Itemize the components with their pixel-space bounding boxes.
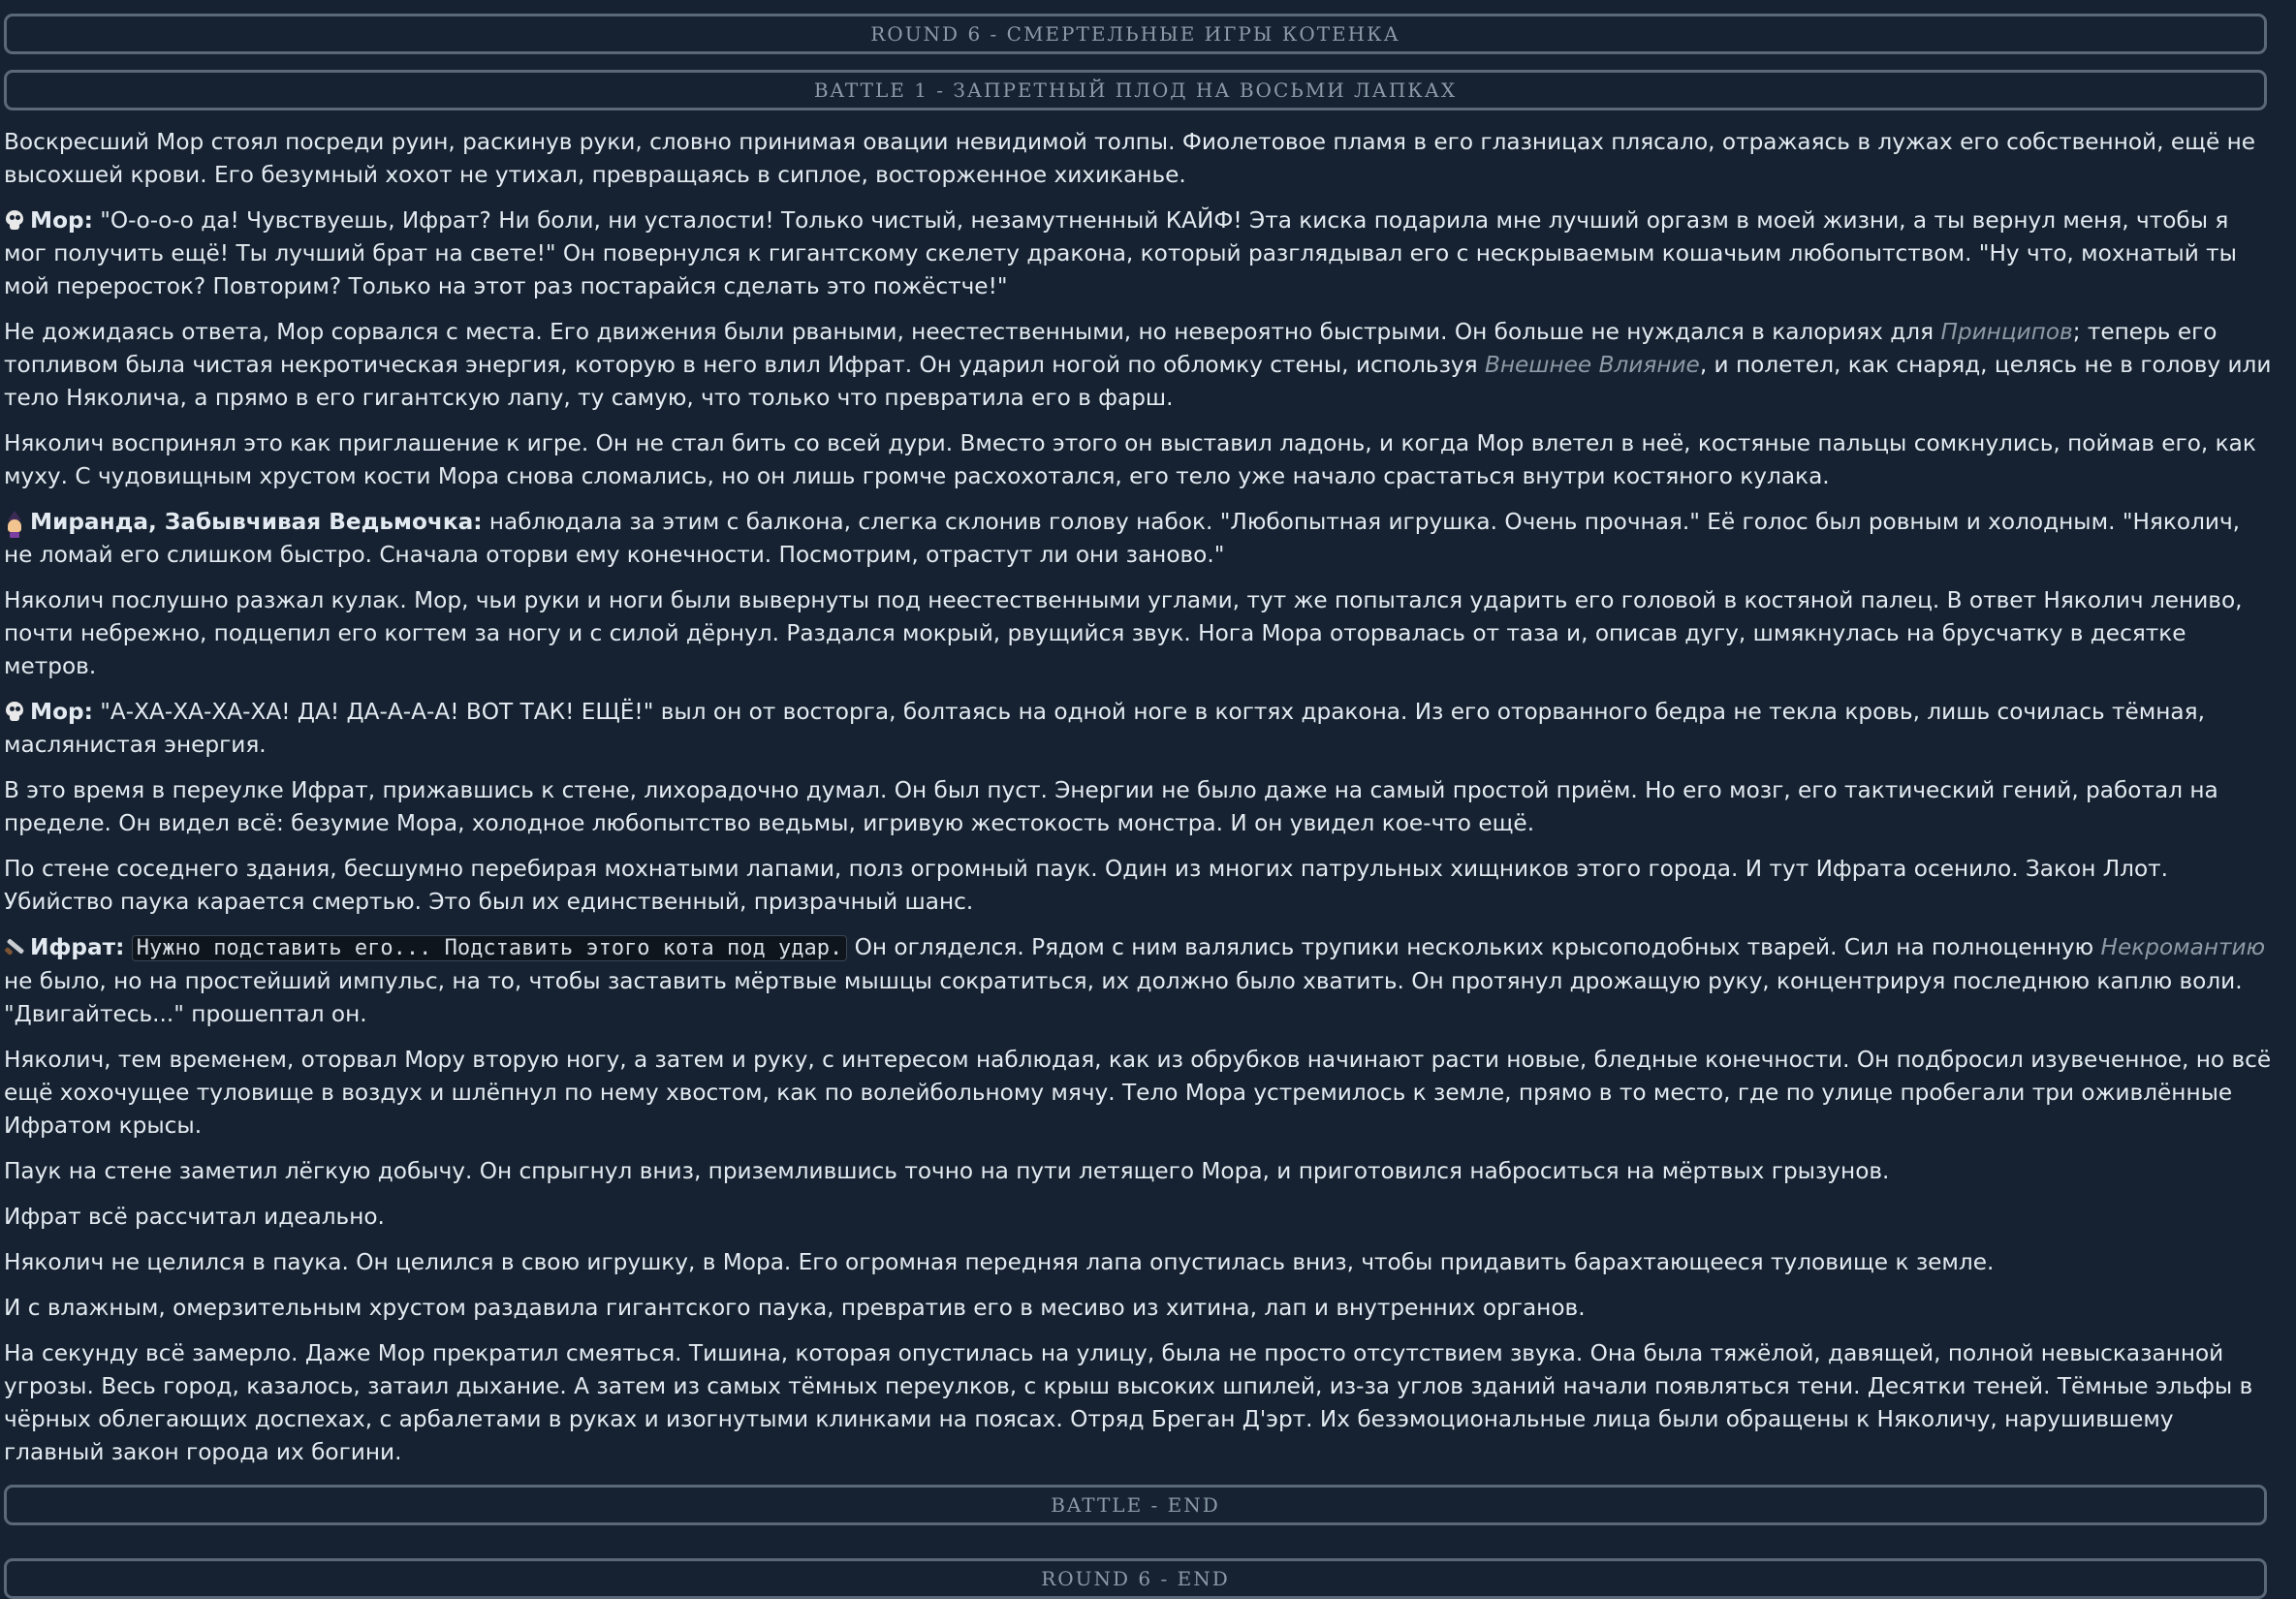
narration-text: , и полетел, как снаряд, целясь не в голову или тело Няколича, а прямо в его гигантскую лапу, ту самую, что только что превратила его в фарш. bbox=[4, 352, 2272, 411]
dialogue-text: не было, но на простейший импульс, на то, чтобы заставить мёртвые мышцы сократиться, их должно было хватить. Он протянул дрожащую руку, концентрируя последнюю каплю воли. "Двигайтесь..." прошептал он. bbox=[4, 968, 2243, 1027]
battle-start-title: BATTLE 1 - ЗАПРЕТНЫЙ ПЛОД НА ВОСЬМИ ЛАПКАХ bbox=[813, 78, 1458, 102]
dialogue-mor bbox=[4, 696, 2272, 762]
witch-icon bbox=[4, 511, 25, 532]
dialogue-mor bbox=[4, 204, 2272, 303]
battle-start-banner bbox=[4, 70, 2267, 110]
narration-text: ; теперь его топливом была чистая некротическая энергия, которую в него влил Ифрат. Он ударил ногой по обломку стены, используя bbox=[4, 319, 2217, 378]
narration-paragraph: И с влажным, омерзительным хрустом раздавила гигантского паука, превратив его в месиво из хитина, лап и внутренних органов. bbox=[4, 1295, 1586, 1321]
inner-thought-code: Нужно подставить его... Подставить этого кота под удар. bbox=[132, 935, 847, 961]
knife-icon bbox=[4, 936, 25, 957]
narration-paragraph: Някол​ич послушно разжал кулак. Мор, чьи руки и ноги были вывернуты под неестественными углами, тут же попытался ударить его головой в костяной палец. В ответ Някол​ич лениво, почти небрежно, подцепил его когтем за ногу и с силой дёрнул. Раздался мокрый, рвущийся звук. Нога Мора оторвалась от таза и, описав дугу, шмякнулась на брусчатку в десятке метров. bbox=[4, 587, 2243, 679]
term-principles: Принципов bbox=[1940, 319, 2073, 345]
speaker-name: Мор: bbox=[30, 207, 93, 234]
narration-paragraph: Някол​ич не целился в паука. Он целился в свою игрушку, в Мора. Его огромная передняя лапа опустилась вниз, чтобы придавить барахтающееся туловище к земле. bbox=[4, 1249, 1995, 1275]
skull-icon bbox=[4, 209, 25, 231]
story-text bbox=[4, 126, 2272, 1469]
narration-text: Не дожидаясь ответа, Мор сорвался с места. Его движения были рваными, неестественными, но невероятно быстрыми. Он больше не нуждался в калориях для bbox=[4, 319, 1941, 345]
narration-paragraph: Паук на стене заметил лёгкую добычу. Он спрыгнул вниз, приземлившись точно на пути летящего Мора, и приготовился наброситься на мёртвых грызунов. bbox=[4, 1158, 1890, 1184]
speaker-name: Ифрат: bbox=[30, 934, 125, 960]
term-external-influence: Внешнее Влияние bbox=[1484, 352, 1700, 378]
narration-paragraph: В это время в переулке Ифрат, прижавшись к стене, лихорадочно думал. Он был пуст. Энергии не было даже на самый простой приём. Но его мозг, его тактический гений, работал на пределе. Он видел всё: безумие Мора, холодное любопытство ведьмы, игривую жестокость монстра. И он увидел кое-что ещё. bbox=[4, 777, 2218, 836]
dialogue-text: "О-о-о-о да! Чувствуешь, Ифрат? Ни боли, ни усталости! Только чистый, незамутненный КАЙФ! Эта киска подарила мне лучший оргазм в моей жизни, а ты вернул меня, чтобы я мог получить ещё! Ты лучший брат на свете!" Он повернулся к гигантскому скелету дракона, который разглядывал его с нескрываемым кошачьим любопытством. "Ну что, мохнатый ты мой переросток? Повторим? Только на этот раз постарайся сделать это пожёстче!" bbox=[4, 207, 2237, 299]
round-end-title: ROUND 6 - END bbox=[1041, 1567, 1230, 1590]
round-end-banner bbox=[4, 1558, 2267, 1599]
battle-end-title: BATTLE - END bbox=[1051, 1493, 1220, 1517]
narration-paragraph: Воскресший Мор стоял посреди руин, раскинув руки, словно принимая овации невидимой толпы. Фиолетовое пламя в его глазницах плясало, отражаясь в лужах его собственной, ещё не высохшей крови. Его безумный хохот не утихал, превращаясь в сиплое, восторженное хихиканье. bbox=[4, 129, 2256, 188]
dialogue-ifrat bbox=[4, 931, 2272, 1031]
narration-paragraph: Някол​ич, тем временем, оторвал Мору вторую ногу, а затем и руку, с интересом наблюдая, как из обрубков начинают расти новые, бледные конечности. Он подбросил изувеченное, но всё ещё хохочущее туловище в воздух и шлёпнул по нему хвостом, как по волейбольному мячу. Тело Мора устремилось к земле, прямо в то место, где по улице пробегали три оживлённые Ифратом крысы. bbox=[4, 1047, 2272, 1139]
narration-paragraph bbox=[4, 316, 2272, 415]
term-necromancy: Некромантию bbox=[2100, 934, 2266, 960]
battle-end-banner bbox=[4, 1485, 2267, 1525]
round-start-title: ROUND 6 - СМЕРТЕЛЬНЫЕ ИГРЫ КОТЕНКА bbox=[870, 22, 1400, 46]
narration-paragraph: Някол​ич воспринял это как приглашение к игре. Он не стал бить со всей дури. Вместо этого он выставил ладонь, и когда Мор влетел в неё, костяные пальцы сомкнулись, поймав его, как муху. С чудовищным хрустом кости Мора снова сломались, но он лишь громче расхохотался, его тело уже начало срастаться внутри костяного кулака. bbox=[4, 430, 2256, 489]
dialogue-text: Он огляделся. Рядом с ним валялись трупики нескольких крысоподобных тварей. Сил на полноценную bbox=[847, 934, 2101, 960]
narration-paragraph: По стене соседнего здания, бесшумно перебирая мохнатыми лапами, полз огромный паук. Один из многих патрульных хищников этого города. И тут Ифрата осенило. Закон Ллот. Убийство паука карается смертью. Это был их единственный, призрачный шанс. bbox=[4, 856, 2169, 915]
dialogue-text: наблюдала за этим с балкона, слегка склонив голову набок. "Любопытная игрушка. Очень прочная." Её голос был ровным и холодным. "Някол​ич, не ломай его слишком быстро. Сначала оторви ему конечности. Посмотрим, отрастут ли они заново." bbox=[4, 509, 2241, 568]
round-start-banner bbox=[4, 14, 2267, 54]
speaker-name: Миранда, Забывчивая Ведьмочка: bbox=[30, 509, 483, 535]
dialogue-miranda bbox=[4, 506, 2272, 572]
dialogue-text: "А-ХА-ХА-ХА-ХА! ДА! ДА-А-А-А! ВОТ ТАК! ЕЩЁ!" выл он от восторга, болтаясь на одной ноге в когтях дракона. Из его оторванного бедра не текла кровь, лишь сочилась тёмная, маслянистая энергия. bbox=[4, 699, 2205, 758]
speaker-name: Мор: bbox=[30, 699, 93, 725]
skull-icon bbox=[4, 701, 25, 722]
narration-paragraph: Ифрат всё рассчитал идеально. bbox=[4, 1204, 385, 1230]
narration-paragraph: На секунду всё замерло. Даже Мор прекратил смеяться. Тишина, которая опустилась на улицу, была не просто отсутствием звука. Она была тяжёлой, давящей, полной невысказанной угрозы. Весь город, казалось, затаил дыхание. А затем из самых тёмных переулков, с крыш высоких шпилей, из-за углов зданий начали появляться тени. Десятки теней. Тёмные эльфы в чёрных облегающих доспехах, с арбалетами в руках и изогнутыми клинками на поясах. Отряд Бреган Д'эрт. Их безэмоциональные лица были обращены к Някол​ичу, нарушившему главный закон города их богини. bbox=[4, 1340, 2253, 1465]
